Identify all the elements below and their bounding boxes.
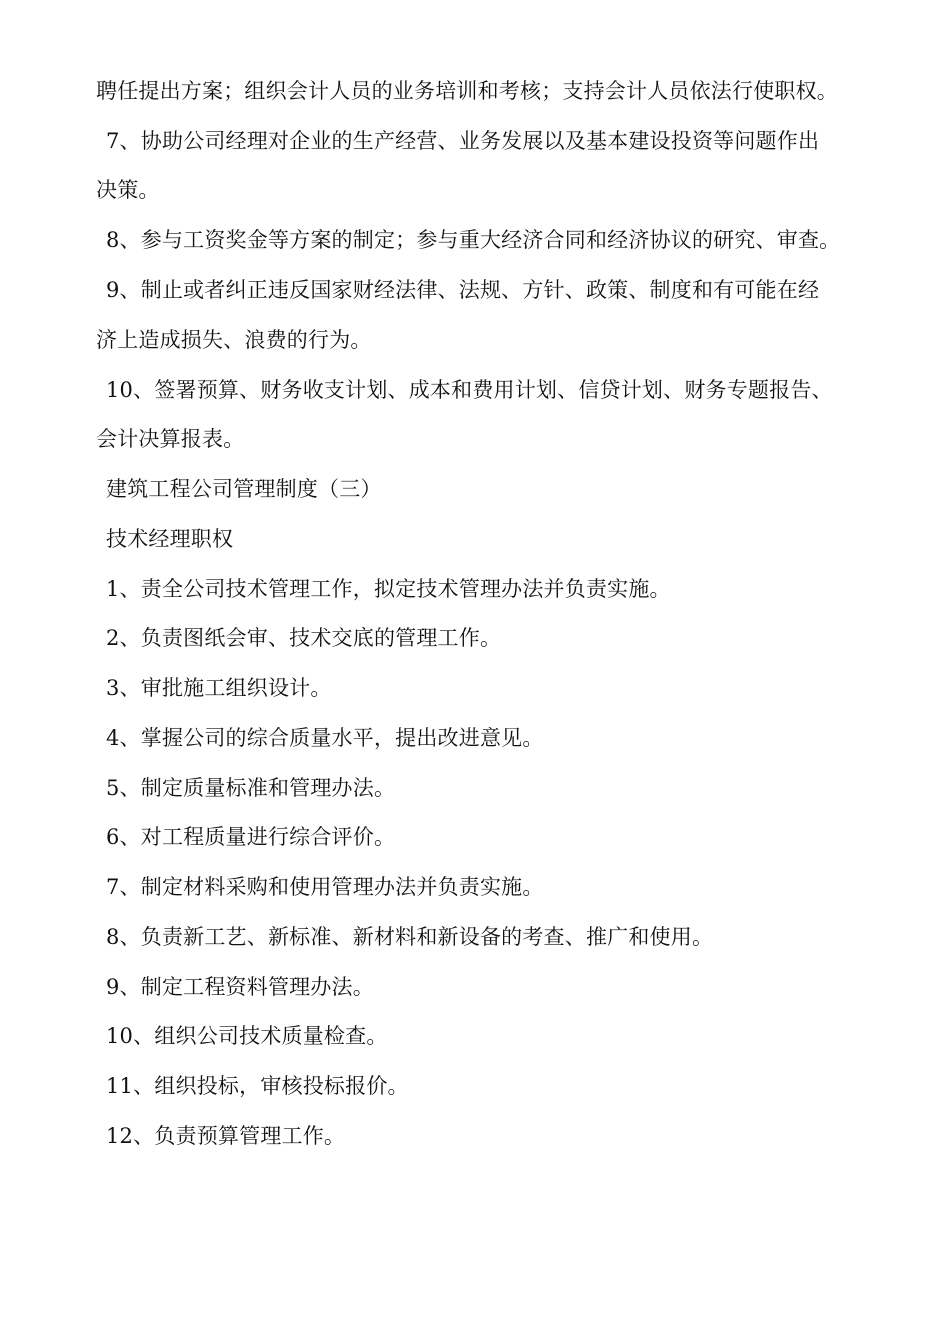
list-item: 9、制定工程资料管理办法。 [106, 975, 374, 999]
list-item: 11、组织投标，审核投标报价。 [106, 1074, 409, 1098]
text-line: 会计决算报表。 [96, 427, 245, 451]
list-item: 6、对工程质量进行综合评价。 [106, 825, 396, 849]
text-line: 9、制止或者纠正违反国家财经法律、法规、方针、政策、制度和有可能在经 [106, 278, 820, 302]
list-item: 3、审批施工组织设计。 [106, 676, 332, 700]
subsection-heading: 技术经理职权 [106, 527, 234, 551]
text-line: 7、协助公司经理对企业的生产经营、业务发展以及基本建设投资等问题作出 [106, 129, 820, 153]
list-item: 7、制定材料采购和使用管理办法并负责实施。 [106, 875, 544, 899]
list-item: 12、负责预算管理工作。 [106, 1124, 346, 1148]
text-line: 济上造成损失、浪费的行为。 [96, 328, 372, 352]
list-item: 10、组织公司技术质量检查。 [106, 1024, 388, 1048]
section-heading: 建筑工程公司管理制度（三） [106, 477, 382, 501]
list-item: 1、责全公司技术管理工作，拟定技术管理办法并负责实施。 [106, 577, 671, 601]
list-item: 5、制定质量标准和管理办法。 [106, 776, 396, 800]
list-item: 8、负责新工艺、新标准、新材料和新设备的考查、推广和使用。 [106, 925, 714, 949]
text-line: 10、签署预算、财务收支计划、成本和费用计划、信贷计划、财务专题报告、 [106, 378, 833, 402]
text-line: 聘任提出方案；组织会计人员的业务培训和考核；支持会计人员依法行使职权。 [96, 79, 838, 103]
list-item: 2、负责图纸会审、技术交底的管理工作。 [106, 626, 502, 650]
text-line: 8、参与工资奖金等方案的制定；参与重大经济合同和经济协议的研究、审查。 [106, 228, 841, 252]
text-line: 决策。 [96, 178, 160, 202]
list-item: 4、掌握公司的综合质量水平，提出改进意见。 [106, 726, 544, 750]
